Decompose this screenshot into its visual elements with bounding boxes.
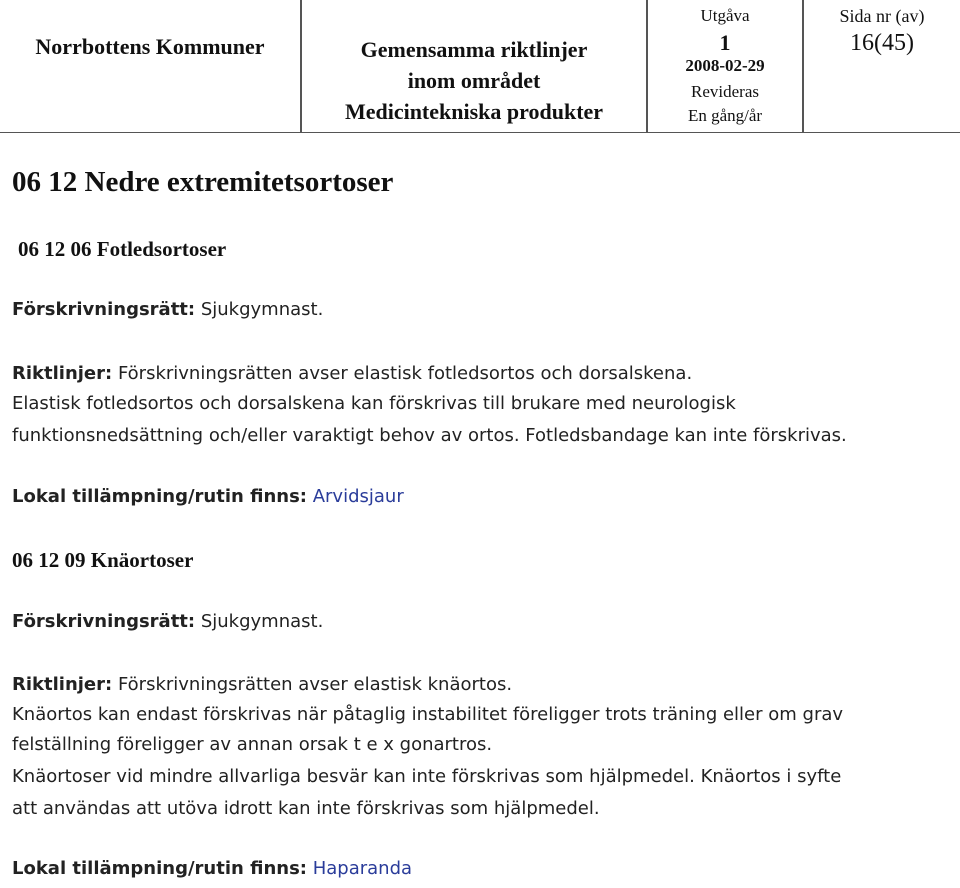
guideline-label: Riktlinjer: (12, 363, 113, 384)
prescription-rights-label: Förskrivningsrätt: (12, 299, 196, 320)
guideline-label: Riktlinjer: (12, 674, 113, 695)
prescription-rights (12, 611, 323, 632)
guideline-text: Förskrivningsrätten avser elastisk fotledsortos och dorsalskena. (112, 363, 693, 384)
local-routine (12, 858, 412, 879)
prescription-rights-label: Förskrivningsrätt: (12, 611, 196, 632)
edition-date: 2008-02-29 (685, 56, 765, 75)
prescription-rights (12, 299, 323, 320)
paragraph-line: Knäortoser vid mindre allvarliga besvär kan inte förskrivas som hjälpmedel. Knäortos i syfte (12, 766, 842, 787)
subsection-heading: 06 12 06 Fotledsortoser (18, 237, 227, 261)
prescription-rights-value: Sjukgymnast. (195, 611, 324, 632)
guideline-line (12, 363, 692, 384)
organization-name: Norrbottens Kommuner (35, 34, 265, 59)
edition-value: 1 (719, 30, 731, 55)
subsection-heading: 06 12 09 Knäortoser (12, 548, 194, 572)
guideline-line (12, 674, 512, 695)
header-page-cell (804, 0, 960, 132)
page-label: Sida nr (av) (839, 6, 925, 26)
section-heading: 06 12 Nedre extremitetsortoser (12, 166, 394, 198)
local-routine-link[interactable]: Arvidsjaur (312, 486, 404, 507)
document-header (0, 0, 960, 133)
revise-label: Revideras (691, 82, 759, 101)
document-title-line: inom området (407, 68, 541, 93)
header-edition-cell (648, 0, 802, 132)
paragraph-line: Elastisk fotledsortos och dorsalskena kan förskrivas till brukare med neurologisk (12, 393, 736, 414)
local-routine-label: Lokal tillämpning/rutin finns: (12, 858, 307, 879)
paragraph-line: felställning föreligger av annan orsak t e x gonartros. (12, 734, 493, 755)
local-routine-label: Lokal tillämpning/rutin finns: (12, 486, 307, 507)
document-title-line: Medicintekniska produkter (344, 99, 604, 124)
revise-value: En gång/år (687, 106, 763, 125)
local-routine (12, 486, 404, 507)
guideline-text: Förskrivningsrätten avser elastisk knäortos. (112, 674, 513, 695)
edition-label: Utgåva (700, 6, 750, 25)
document-title (302, 34, 646, 127)
prescription-rights-value: Sjukgymnast. (195, 299, 324, 320)
paragraph-line: funktionsnedsättning och/eller varaktigt behov av ortos. Fotledsbandage kan inte förskrivas. (12, 425, 847, 446)
header-org-cell (0, 0, 300, 132)
header-title-cell (302, 0, 646, 132)
paragraph-line: att användas att utöva idrott kan inte förskrivas som hjälpmedel. (12, 798, 600, 819)
page-number: 16(45) (850, 30, 914, 56)
local-routine-link[interactable]: Haparanda (312, 858, 413, 879)
document-title-line: Gemensamma riktlinjer (360, 37, 588, 62)
paragraph-line: Knäortos kan endast förskrivas när påtaglig instabilitet föreligger trots träning eller om grav (12, 704, 844, 725)
